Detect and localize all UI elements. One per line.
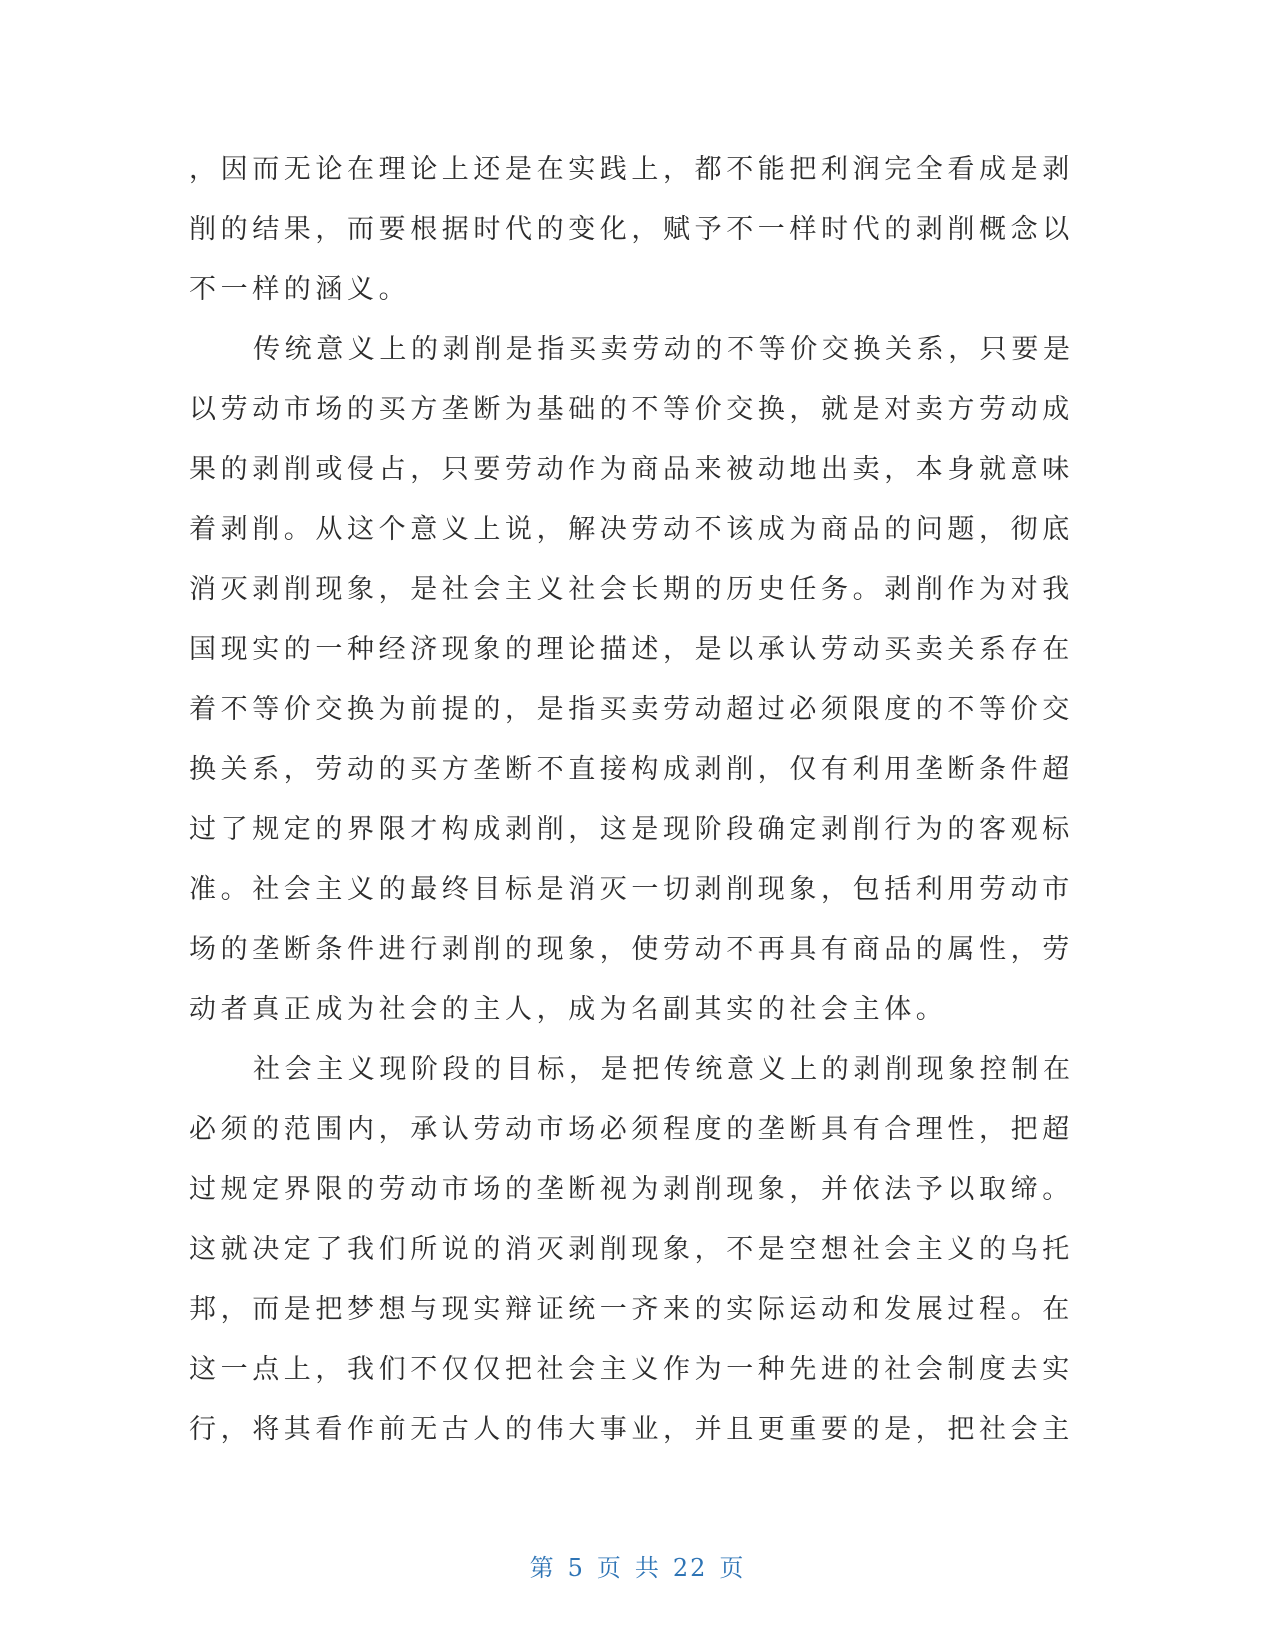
text-line: 行，将其看作前无古人的伟大事业，并且更重要的是，把社会主 (189, 1414, 1074, 1445)
text-line: 果的剥削或侵占，只要劳动作为商品来被动地出卖，本身就意味 (189, 454, 1074, 485)
text-line: 以劳动市场的买方垄断为基础的不等价交换，就是对卖方劳动成 (189, 394, 1074, 425)
text-line: 削的结果，而要根据时代的变化，赋予不一样时代的剥削概念以 (189, 214, 1074, 245)
total-pages: 22 (672, 1554, 708, 1582)
page-number: 5 (567, 1554, 585, 1582)
total-prefix: 共 (634, 1554, 661, 1582)
text-line: ，因而无论在理论上还是在实践上，都不能把利润完全看成是剥 (189, 154, 1074, 185)
text-line: 换关系，劳动的买方垄断不直接构成剥削，仅有利用垄断条件超 (189, 754, 1074, 785)
page-prefix: 第 (529, 1554, 556, 1582)
text-line: 传统意义上的剥削是指买卖劳动的不等价交换关系，只要是 (253, 334, 1075, 365)
text-line: 准。社会主义的最终目标是消灭一切剥削现象，包括利用劳动市 (189, 874, 1074, 905)
text-line: 着剥削。从这个意义上说，解决劳动不该成为商品的问题，彻底 (189, 514, 1074, 545)
text-line: 动者真正成为社会的主人，成为名副其实的社会主体。 (189, 994, 948, 1025)
text-line: 必须的范围内，承认劳动市场必须程度的垄断具有合理性，把超 (189, 1114, 1074, 1145)
text-line: 这一点上，我们不仅仅把社会主义作为一种先进的社会制度去实 (189, 1354, 1074, 1385)
text-line: 这就决定了我们所说的消灭剥削现象，不是空想社会主义的乌托 (189, 1234, 1074, 1265)
page-footer (0, 1548, 1275, 1583)
text-line: 消灭剥削现象，是社会主义社会长期的历史任务。剥削作为对我 (189, 574, 1074, 605)
text-line: 国现实的一种经济现象的理论描述，是以承认劳动买卖关系存在 (189, 634, 1074, 665)
body-text (189, 140, 1075, 1460)
text-line: 过规定界限的劳动市场的垄断视为剥削现象，并依法予以取缔。 (189, 1174, 1074, 1205)
page-unit: 页 (596, 1554, 623, 1582)
text-line: 邦，而是把梦想与现实辩证统一齐来的实际运动和发展过程。在 (189, 1294, 1074, 1325)
text-line: 着不等价交换为前提的，是指买卖劳动超过必须限度的不等价交 (189, 694, 1074, 725)
text-line: 场的垄断条件进行剥削的现象，使劳动不再具有商品的属性，劳 (189, 934, 1074, 965)
total-unit: 页 (719, 1554, 746, 1582)
text-line: 不一样的涵义。 (189, 274, 411, 305)
text-line: 社会主义现阶段的目标，是把传统意义上的剥削现象控制在 (253, 1054, 1075, 1085)
text-line: 过了规定的界限才构成剥削，这是现阶段确定剥削行为的客观标 (189, 814, 1074, 845)
